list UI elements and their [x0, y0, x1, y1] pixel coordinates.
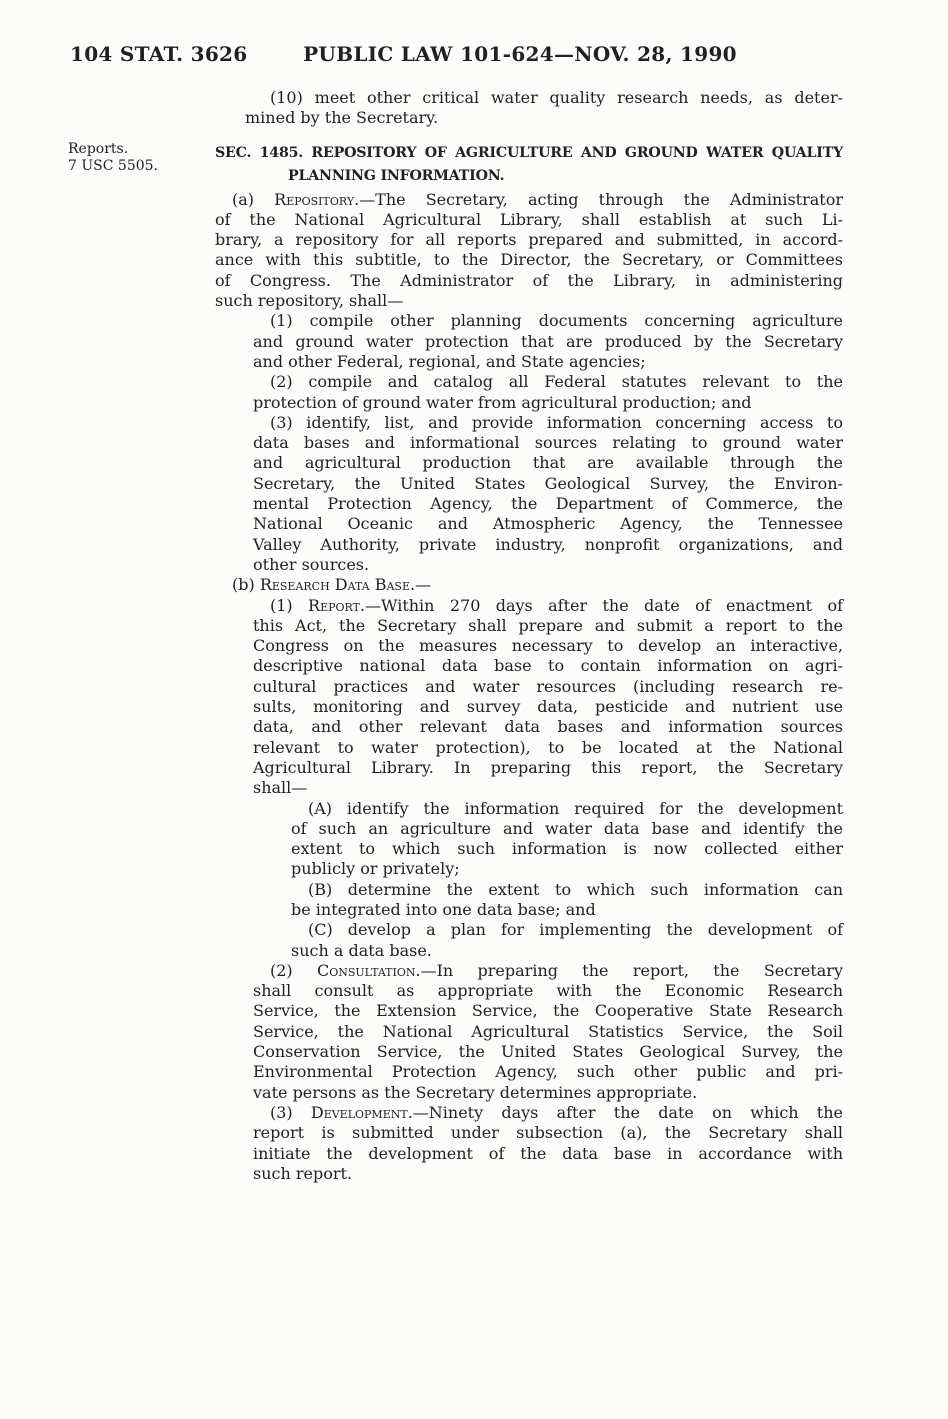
text-line: Environmental Protection Agency, such other public and pri- — [253, 1062, 843, 1082]
text-line: ance with this subtitle, to the Director, the Secretary, or Committees — [215, 250, 843, 270]
text-line: (3) Development.—Ninety days after the date on which the — [270, 1102, 843, 1122]
text-line: shall consult as appropriate with the Economic Research — [253, 981, 843, 1001]
text-line: mined by the Secretary. — [245, 108, 439, 128]
text-line: sults, monitoring and survey data, pesticide and nutrient use — [253, 697, 843, 717]
text-line: of Congress. The Administrator of the Library, in administering — [215, 270, 843, 290]
clause-b-1-C — [291, 920, 843, 961]
clause-10 — [245, 88, 843, 129]
clause-b-1-report — [253, 596, 843, 799]
margin-note — [68, 141, 208, 175]
subsection-b-research-data-base — [215, 575, 843, 595]
text-line: Secretary, the United States Geological Survey, the Environ- — [253, 473, 843, 493]
text-line: initiate the development of the data base in accordance with — [253, 1143, 843, 1163]
text-line: National Oceanic and Atmospheric Agency, the Tennessee — [253, 514, 843, 534]
text-line: publicly or privately; — [291, 859, 460, 879]
text-line: (A) identify the information required for the development — [308, 798, 843, 818]
text-line: extent to which such information is now collected either — [291, 839, 843, 859]
text-line: descriptive national data base to contain information on agri- — [253, 656, 843, 676]
text-line: and other Federal, regional, and State agencies; — [253, 351, 646, 371]
text-line: (10) meet other critical water quality research needs, as deter- — [270, 88, 843, 107]
text-line: Service, the Extension Service, the Cooperative State Research — [253, 1001, 843, 1021]
text-line: of the National Agricultural Library, shall establish at such Li- — [215, 209, 843, 229]
text-line: report is submitted under subsection (a), the Secretary shall — [253, 1123, 843, 1143]
section-heading — [215, 142, 843, 188]
text-line: (2) Consultation.—In preparing the report, the Secretary — [270, 960, 843, 980]
clause-b-3-development — [253, 1103, 843, 1184]
page-title: PUBLIC LAW 101-624—NOV. 28, 1990 — [303, 42, 737, 66]
text-line: brary, a repository for all reports prepared and submitted, in accord- — [215, 230, 843, 250]
text-line: data, and other relevant data bases and information sources — [253, 717, 843, 737]
text-line: Agricultural Library. In preparing this report, the Secretary — [253, 757, 843, 777]
text-line: PLANNING INFORMATION. — [288, 167, 505, 184]
stat-page-number: 104 STAT. 3626 — [70, 42, 248, 66]
text-line: such report. — [253, 1163, 353, 1183]
text-line: mental Protection Agency, the Department of Commerce, the — [253, 494, 843, 514]
text-line: (C) develop a plan for implementing the development of — [308, 920, 843, 940]
document-body — [215, 88, 843, 1184]
text-line: of such an agriculture and water data base and identify the — [291, 818, 843, 838]
text-line: such repository, shall— — [215, 291, 404, 311]
text-line: relevant to water protection), to be located at the National — [253, 737, 843, 757]
clause-a-1 — [253, 311, 843, 372]
text-line: (B) determine the extent to which such information can — [308, 879, 843, 899]
text-line: SEC. 1485. REPOSITORY OF AGRICULTURE AND GROUND WATER QUALITY — [215, 144, 843, 161]
text-line: Valley Authority, private industry, nonprofit organizations, and — [253, 534, 843, 554]
text-line: this Act, the Secretary shall prepare and submit a report to the — [253, 615, 843, 635]
margin-note-reports: Reports. — [68, 141, 129, 157]
text-line: (2) compile and catalog all Federal statutes relevant to the — [270, 372, 843, 392]
text-line: such a data base. — [291, 940, 432, 960]
text-line: (a) Repository.—The Secretary, acting through the Administrator — [232, 189, 844, 209]
text-line: and ground water protection that are produced by the Secretary — [253, 331, 843, 351]
text-line: (1) Report.—Within 270 days after the date of enactment of — [270, 595, 844, 615]
margin-note-usc-citation: 7 USC 5505. — [68, 158, 158, 174]
text-line: Congress on the measures necessary to develop an interactive, — [253, 636, 843, 656]
text-line: Conservation Service, the United States Geological Survey, the — [253, 1042, 843, 1062]
clause-a-2 — [253, 372, 843, 413]
clause-b-1-A — [291, 799, 843, 880]
text-line: Service, the National Agricultural Statistics Service, the Soil — [253, 1021, 843, 1041]
text-line: be integrated into one data base; and — [291, 899, 596, 919]
subsection-a-repository — [215, 190, 843, 312]
text-line: (b) Research Data Base.— — [232, 575, 432, 595]
clause-b-1-B — [291, 880, 843, 921]
text-line: (1) compile other planning documents concerning agriculture — [270, 311, 843, 331]
text-line: data bases and informational sources relating to ground water — [253, 433, 843, 453]
text-line: cultural practices and water resources (including research re- — [253, 676, 843, 696]
text-line: vate persons as the Secretary determines appropriate. — [253, 1082, 698, 1102]
clause-b-2-consultation — [253, 961, 843, 1103]
text-line: (3) identify, list, and provide information concerning access to — [270, 412, 843, 432]
text-line: and agricultural production that are available through the — [253, 453, 843, 473]
text-line: protection of ground water from agricultural production; and — [253, 392, 752, 412]
clause-a-3 — [253, 413, 843, 575]
text-line: shall— — [253, 778, 308, 798]
text-line: other sources. — [253, 554, 370, 574]
